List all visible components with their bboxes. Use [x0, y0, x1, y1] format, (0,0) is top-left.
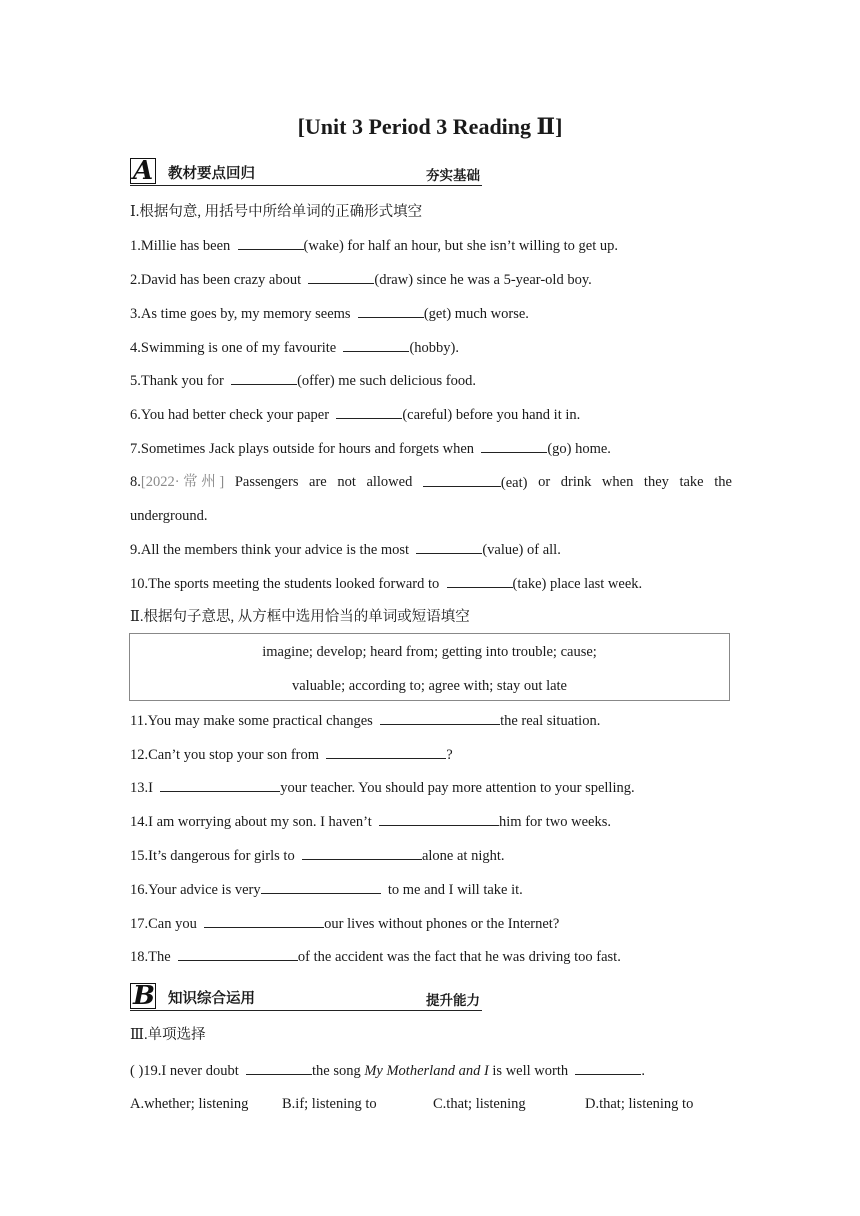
answer-blank[interactable]: [575, 1060, 641, 1075]
answer-blank[interactable]: [231, 370, 297, 385]
question-15: 15.It’s dangerous for girls to alone at night.: [130, 845, 505, 866]
section-a-tag: 夯实基础: [426, 168, 480, 184]
word-bank-line-2: valuable; according to; agree with; stay out late: [292, 678, 567, 694]
source-tag: [2022· 常 州 ]: [140, 474, 225, 490]
answer-blank[interactable]: [379, 811, 499, 826]
page-title: [Unit 3 Period 3 Reading Ⅱ]: [297, 114, 563, 139]
section-b-title: 知识综合运用: [168, 991, 255, 1007]
option-d[interactable]: D.that; listening to: [585, 1096, 694, 1112]
question-1: 1.Millie has been (wake) for half an hour, but she isn’t willing to get up.: [130, 235, 618, 256]
part-ii-heading: Ⅱ.根据句子意思, 从方框中选用恰当的单词或短语填空: [130, 609, 470, 625]
answer-blank[interactable]: [238, 235, 304, 250]
section-a-title: 教材要点回归: [168, 166, 255, 182]
question-14: 14.I am worrying about my son. I haven’t him for two weeks.: [130, 811, 611, 832]
question-8-continued: underground.: [130, 508, 208, 524]
question-5: 5.Thank you for (offer) me such delicious food.: [130, 370, 476, 391]
question-13: 13.I your teacher. You should pay more attention to your spelling.: [130, 777, 635, 798]
answer-blank[interactable]: [423, 472, 501, 487]
answer-blank[interactable]: [380, 710, 500, 725]
question-19: ( )19.I never doubt the song My Motherland and I is well worth .: [130, 1060, 645, 1081]
answer-blank[interactable]: [447, 573, 513, 588]
answer-blank[interactable]: [178, 946, 298, 961]
answer-blank[interactable]: [160, 777, 280, 792]
answer-blank[interactable]: [204, 913, 324, 928]
section-b-banner: [130, 981, 482, 1011]
question-4: 4.Swimming is one of my favourite (hobby).: [130, 337, 459, 358]
question-16: 16.Your advice is very to me and I will take it.: [130, 879, 523, 900]
question-11: 11.You may make some practical changes the real situation.: [130, 710, 600, 731]
answer-blank[interactable]: [481, 438, 547, 453]
question-10: 10.The sports meeting the students looked forward to (take) place last week.: [130, 573, 642, 594]
answer-blank[interactable]: [308, 269, 374, 284]
answer-blank[interactable]: [416, 539, 482, 554]
answer-blank[interactable]: [358, 303, 424, 318]
answer-blank[interactable]: [261, 879, 381, 894]
section-a-badge-icon: A: [130, 158, 156, 184]
answer-blank[interactable]: [343, 337, 409, 352]
answer-blank[interactable]: [246, 1060, 312, 1075]
section-b-tag: 提升能力: [426, 993, 480, 1009]
option-c[interactable]: C.that; listening: [433, 1096, 526, 1112]
word-bank-box: [129, 633, 730, 701]
word-bank-line-1: imagine; develop; heard from; getting into trouble; cause;: [262, 644, 597, 660]
question-7: 7.Sometimes Jack plays outside for hours and forgets when (go) home.: [130, 438, 611, 459]
question-6: 6.You had better check your paper (careful) before you hand it in.: [130, 404, 580, 425]
question-9: 9.All the members think your advice is the most (value) of all.: [130, 539, 561, 560]
question-17: 17.Can you our lives without phones or the Internet?: [130, 913, 559, 934]
question-2: 2.David has been crazy about (draw) since he was a 5-year-old boy.: [130, 269, 592, 290]
part-i-heading: Ⅰ.根据句意, 用括号中所给单词的正确形式填空: [130, 204, 423, 220]
answer-blank[interactable]: [302, 845, 422, 860]
answer-parentheses[interactable]: ( ): [130, 1063, 144, 1079]
question-3: 3.As time goes by, my memory seems (get) much worse.: [130, 303, 529, 324]
option-b[interactable]: B.if; listening to: [282, 1096, 377, 1112]
answer-blank[interactable]: [326, 744, 446, 759]
question-8: 8.[2022· 常 州 ] Passengers are not allowed (eat) or drink when they take the: [130, 474, 732, 491]
part-iii-heading: Ⅲ.单项选择: [130, 1027, 206, 1043]
answer-blank[interactable]: [336, 404, 402, 419]
section-a-banner: [130, 156, 482, 186]
section-b-badge-icon: B: [130, 983, 156, 1009]
question-12: 12.Can’t you stop your son from ?: [130, 744, 453, 765]
question-18: 18.The of the accident was the fact that he was driving too fast.: [130, 946, 621, 967]
option-a[interactable]: A.whether; listening: [130, 1096, 249, 1112]
